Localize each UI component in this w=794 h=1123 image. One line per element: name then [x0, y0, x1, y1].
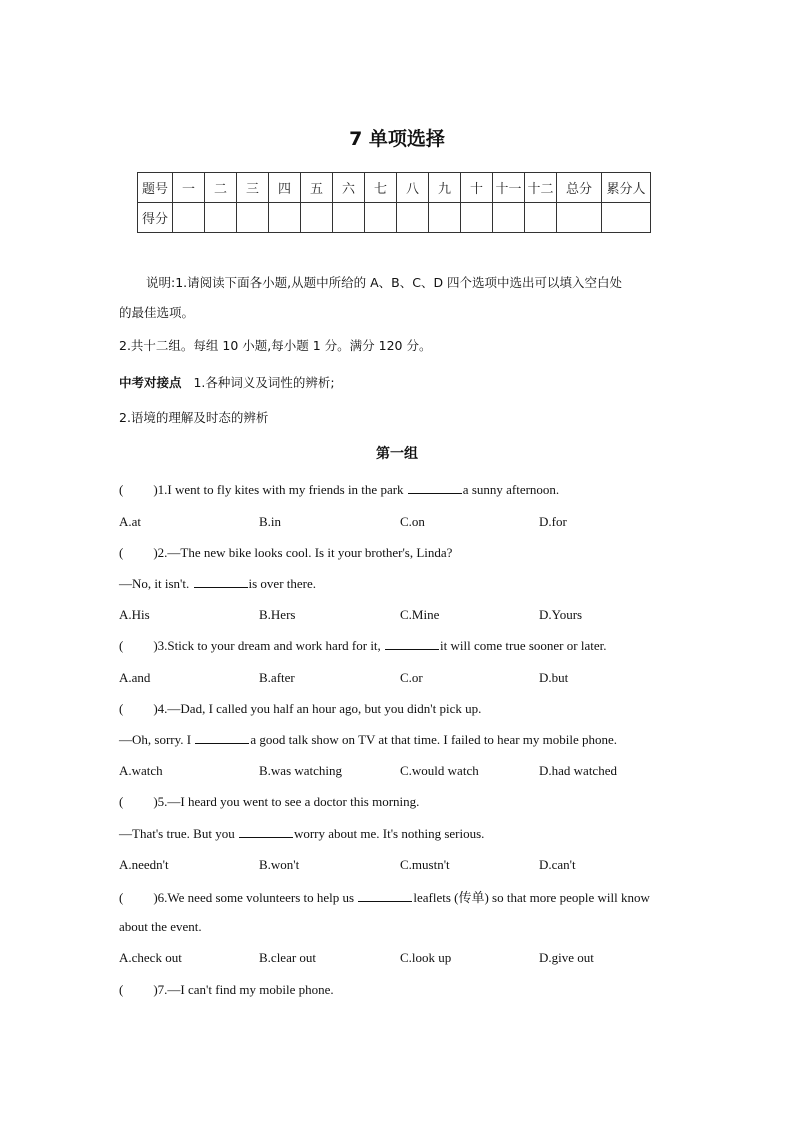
- option-c[interactable]: C.Mine: [400, 607, 440, 622]
- option-a[interactable]: A.watch: [119, 763, 163, 778]
- score-cell[interactable]: [397, 203, 429, 233]
- question-5-line-2: —That's true. But you worry about me. It's nothing serious.: [119, 826, 485, 841]
- option-b[interactable]: B.after: [259, 670, 295, 685]
- score-table: [137, 172, 651, 233]
- answer-blank[interactable]: [385, 638, 439, 650]
- question-5: ( )5.—I heard you went to see a doctor this morning.: [119, 794, 420, 809]
- question-3: ( )3.Stick to your dream and work hard for it, it will come true sooner or later.: [119, 638, 607, 653]
- score-cell[interactable]: [301, 203, 333, 233]
- table-header-cell: 四: [269, 173, 301, 203]
- score-table-score-row: [138, 203, 651, 233]
- instructions-line-1: 说明:1.请阅读下面各小题,从题中所给的 A、B、C、D 四个选项中选出可以填入空白处: [146, 275, 623, 290]
- option-c[interactable]: C.look up: [400, 950, 452, 965]
- question-2: ( )2.—The new bike looks cool. Is it your brother's, Linda?: [119, 545, 453, 560]
- table-header-cell: 总分: [557, 173, 602, 203]
- option-b[interactable]: B.Hers: [259, 607, 296, 622]
- option-a[interactable]: A.at: [119, 514, 142, 529]
- question-2-line-2: —No, it isn't. is over there.: [119, 576, 317, 591]
- exam-point-2: 2.语境的理解及时态的辨析: [119, 410, 269, 425]
- page-title: 7 单项选择: [349, 128, 445, 150]
- score-cell[interactable]: [602, 203, 651, 233]
- option-a[interactable]: A.His: [119, 607, 150, 622]
- exam-point-1: 1.各种词义及词性的辨析;: [193, 375, 335, 390]
- answer-blank[interactable]: [408, 482, 462, 494]
- score-row-label: 得分: [138, 203, 173, 233]
- score-table-header-row: [138, 173, 651, 203]
- group-heading: 第一组: [376, 446, 418, 462]
- score-cell[interactable]: [429, 203, 461, 233]
- option-d[interactable]: D.can't: [539, 857, 576, 872]
- score-cell[interactable]: [461, 203, 493, 233]
- score-cell[interactable]: [493, 203, 525, 233]
- option-d[interactable]: D.Yours: [539, 607, 583, 622]
- option-c[interactable]: C.mustn't: [400, 857, 450, 872]
- score-cell[interactable]: [557, 203, 602, 233]
- table-header-cell: 三: [237, 173, 269, 203]
- option-a[interactable]: A.and: [119, 670, 151, 685]
- exam-points-label: 中考对接点: [119, 375, 182, 390]
- question-7: ( )7.—I can't find my mobile phone.: [119, 982, 334, 997]
- table-header-cell: 九: [429, 173, 461, 203]
- table-header-cell: 六: [333, 173, 365, 203]
- score-cell[interactable]: [269, 203, 301, 233]
- answer-blank[interactable]: [194, 576, 248, 588]
- option-a[interactable]: A.check out: [119, 950, 182, 965]
- option-b[interactable]: B.in: [259, 514, 282, 529]
- score-cell[interactable]: [333, 203, 365, 233]
- question-4-line-2: —Oh, sorry. I a good talk show on TV at that time. I failed to hear my mobile phone.: [119, 732, 618, 747]
- question-6-line-2: about the event.: [119, 919, 202, 934]
- option-d[interactable]: D.had watched: [539, 763, 617, 778]
- option-c[interactable]: C.on: [400, 514, 425, 529]
- option-c[interactable]: C.or: [400, 670, 423, 685]
- table-header-cell: 五: [301, 173, 333, 203]
- option-d[interactable]: D.for: [539, 514, 567, 529]
- table-header-cell: 题号: [138, 173, 173, 203]
- instructions-line-2: 的最佳选项。: [119, 305, 195, 320]
- option-b[interactable]: B.clear out: [259, 950, 317, 965]
- table-header-cell: 七: [365, 173, 397, 203]
- option-d[interactable]: D.but: [539, 670, 569, 685]
- table-header-cell: 十二: [525, 173, 557, 203]
- table-header-cell: 二: [205, 173, 237, 203]
- question-4: ( )4.—Dad, I called you half an hour ago, but you didn't pick up.: [119, 701, 482, 716]
- answer-blank[interactable]: [358, 890, 412, 902]
- table-header-cell: 一: [173, 173, 205, 203]
- question-1: ( )1.I went to fly kites with my friends in the park a sunny afternoon.: [119, 482, 560, 497]
- table-header-cell: 十: [461, 173, 493, 203]
- score-cell[interactable]: [525, 203, 557, 233]
- score-cell[interactable]: [237, 203, 269, 233]
- option-b[interactable]: B.was watching: [259, 763, 343, 778]
- option-c[interactable]: C.would watch: [400, 763, 479, 778]
- exam-points: [119, 373, 335, 391]
- option-b[interactable]: B.won't: [259, 857, 300, 872]
- answer-blank[interactable]: [239, 826, 293, 838]
- option-d[interactable]: D.give out: [539, 950, 594, 965]
- answer-blank[interactable]: [195, 732, 249, 744]
- question-6: ( )6.We need some volunteers to help us leaflets (传单) so that more people will know: [119, 890, 650, 905]
- option-a[interactable]: A.needn't: [119, 857, 169, 872]
- score-cell[interactable]: [173, 203, 205, 233]
- table-header-cell: 累分人: [602, 173, 651, 203]
- table-header-cell: 八: [397, 173, 429, 203]
- score-cell[interactable]: [365, 203, 397, 233]
- score-cell[interactable]: [205, 203, 237, 233]
- instructions-line-3: 2.共十二组。每组 10 小题,每小题 1 分。满分 120 分。: [119, 338, 432, 353]
- table-header-cell: 十一: [493, 173, 525, 203]
